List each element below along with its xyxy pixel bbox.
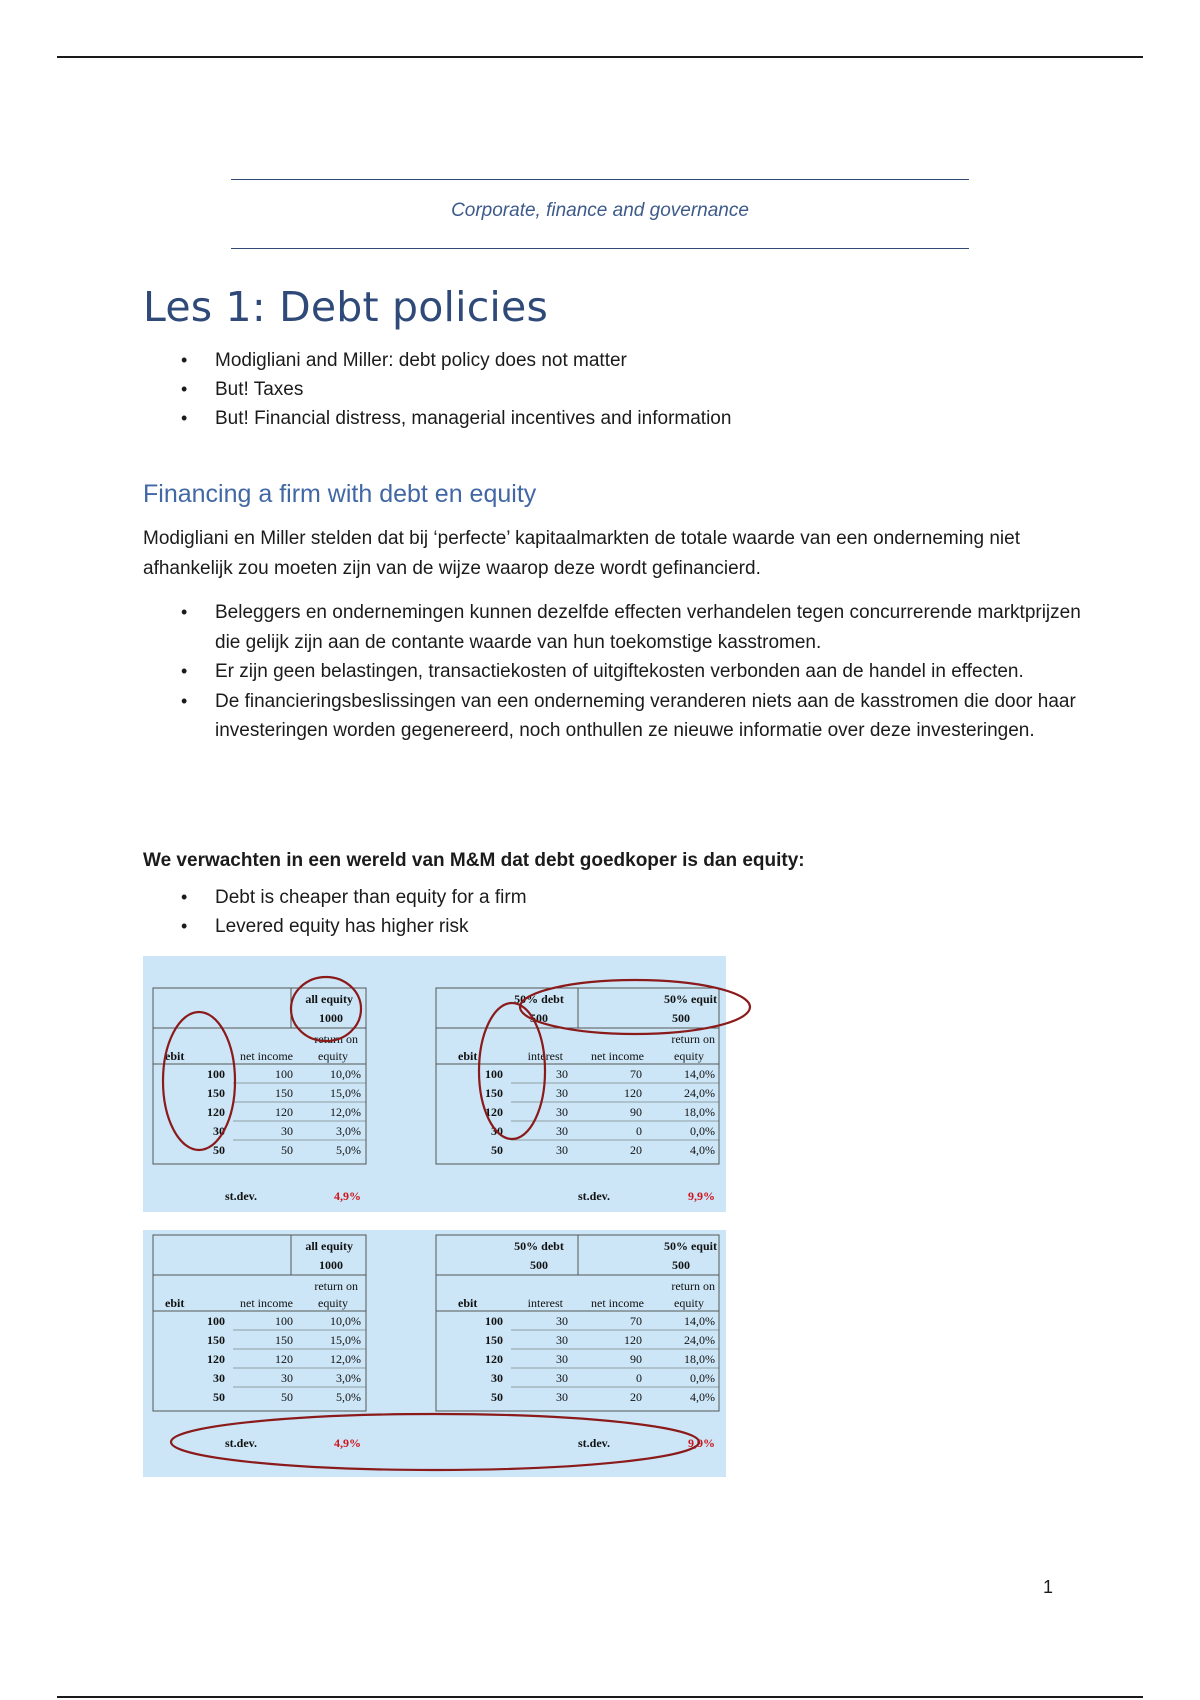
list-item: • But! Financial distress, managerial incentives and information [143, 404, 1123, 433]
all-equity-value: 1000 [319, 1258, 343, 1272]
stdev-label: st.dev. [578, 1436, 611, 1450]
stdev-value: 9,9% [688, 1436, 715, 1450]
net-income-cell: 30 [281, 1124, 293, 1138]
net-income-cell: 100 [275, 1314, 293, 1328]
stdev-label: st.dev. [225, 1436, 258, 1450]
interest-cell: 30 [556, 1124, 568, 1138]
expectation-heading: We verwachten in een wereld van M&M dat debt goedkoper is dan equity: [143, 850, 805, 871]
return-label: return on [671, 1032, 715, 1046]
list-item: • Er zijn geen belastingen, transactiekosten of uitgiftekosten verbonden aan de handel in effecten. [143, 657, 1083, 687]
ebit-cell: 120 [207, 1105, 225, 1119]
expectation-bullet-list [143, 883, 1043, 941]
section-heading: Financing a firm with debt en equity [143, 480, 537, 508]
return-cell: 24,0% [684, 1333, 715, 1347]
return-cell: 15,0% [330, 1333, 361, 1347]
net-income-cell: 150 [275, 1333, 293, 1347]
stdev-label: st.dev. [225, 1189, 258, 1203]
interest-cell: 30 [556, 1390, 568, 1404]
return-label: equity [318, 1296, 348, 1310]
net-income-cell: 50 [281, 1390, 293, 1404]
return-cell: 0,0% [690, 1124, 715, 1138]
net-income-cell: 20 [630, 1143, 642, 1157]
net-income-cell: 0 [636, 1124, 642, 1138]
equity-value: 500 [672, 1011, 690, 1025]
net-income-cell: 70 [630, 1314, 642, 1328]
list-item: • Beleggers en ondernemingen kunnen dezelfde effecten verhandelen tegen concurrerende marktprijzen die gelijk zijn aan de contante waarde van hun toekomstige kasstromen. [143, 598, 1083, 657]
interest-cell: 30 [556, 1067, 568, 1081]
return-label: equity [318, 1049, 348, 1063]
interest-cell: 30 [556, 1105, 568, 1119]
table-figure-svg [143, 956, 726, 1212]
equity-label: 50% equit [663, 1239, 717, 1253]
list-item: • De financieringsbeslissingen van een onderneming veranderen niets aan de kasstromen die door haar investeringen worden gegenereerd, noch onthullen ze nieuwe informatie over deze investeringen. [143, 687, 1083, 746]
table-figure-circled-stdev [143, 1230, 726, 1477]
ebit-cell: 150 [485, 1086, 503, 1100]
ebit-column-header: ebit [165, 1049, 185, 1063]
return-label: equity [674, 1296, 704, 1310]
return-label: equity [674, 1049, 704, 1063]
ebit-cell: 100 [207, 1314, 225, 1328]
top-rule [57, 56, 1143, 58]
net-income-column-header: net income [240, 1296, 293, 1310]
intro-bullet-list [143, 346, 1123, 433]
all-equity-label: all equity [305, 1239, 353, 1253]
return-cell: 4,0% [690, 1390, 715, 1404]
list-item: • Levered equity has higher risk [143, 912, 1043, 941]
return-cell: 5,0% [336, 1143, 361, 1157]
net-income-cell: 120 [624, 1086, 642, 1100]
net-income-cell: 120 [275, 1352, 293, 1366]
return-cell: 4,0% [690, 1143, 715, 1157]
section-paragraph: Modigliani en Miller stelden dat bij ‘perfecte’ kapitaalmarkten de totale waarde van een onderneming niet afhankelijk zou moeten zijn van de wijze waarop deze wordt gefinancierd. [143, 528, 1020, 579]
equity-value: 500 [672, 1258, 690, 1272]
debt-label: 50% debt [514, 992, 564, 1006]
interest-cell: 30 [556, 1314, 568, 1328]
return-cell: 10,0% [330, 1067, 361, 1081]
net-income-column-header: net income [240, 1049, 293, 1063]
all-equity-value: 1000 [319, 1011, 343, 1025]
net-income-cell: 70 [630, 1067, 642, 1081]
ebit-column-header: ebit [165, 1296, 185, 1310]
return-cell: 12,0% [330, 1105, 361, 1119]
ebit-cell: 120 [485, 1352, 503, 1366]
ebit-cell: 100 [485, 1067, 503, 1081]
return-label: return on [314, 1279, 358, 1293]
net-income-cell: 0 [636, 1371, 642, 1385]
stdev-value: 4,9% [334, 1436, 361, 1450]
return-cell: 3,0% [336, 1124, 361, 1138]
table-figure-circled-columns [143, 956, 726, 1212]
interest-cell: 30 [556, 1333, 568, 1347]
return-cell: 15,0% [330, 1086, 361, 1100]
net-income-cell: 30 [281, 1371, 293, 1385]
page-number: 1 [1043, 1577, 1054, 1597]
net-income-cell: 90 [630, 1105, 642, 1119]
ebit-cell: 50 [213, 1390, 225, 1404]
ebit-cell: 30 [491, 1124, 503, 1138]
interest-cell: 30 [556, 1143, 568, 1157]
return-cell: 18,0% [684, 1352, 715, 1366]
page-title: Les 1: Debt policies [143, 283, 549, 331]
net-income-cell: 50 [281, 1143, 293, 1157]
debt-value: 500 [530, 1258, 548, 1272]
stdev-value: 9,9% [688, 1189, 715, 1203]
ebit-cell: 100 [485, 1314, 503, 1328]
stdev-value: 4,9% [334, 1189, 361, 1203]
header-rule-bottom [231, 248, 969, 249]
ebit-cell: 100 [207, 1067, 225, 1081]
list-item: • Modigliani and Miller: debt policy does not matter [143, 346, 1123, 375]
all-equity-label: all equity [305, 992, 353, 1006]
return-cell: 18,0% [684, 1105, 715, 1119]
return-cell: 12,0% [330, 1352, 361, 1366]
ebit-cell: 30 [213, 1124, 225, 1138]
ebit-column-header: ebit [458, 1296, 478, 1310]
net-income-cell: 150 [275, 1086, 293, 1100]
ebit-cell: 50 [491, 1390, 503, 1404]
ebit-cell: 50 [213, 1143, 225, 1157]
return-label: return on [314, 1032, 358, 1046]
interest-column-header: interest [527, 1049, 563, 1063]
stdev-label: st.dev. [578, 1189, 611, 1203]
net-income-cell: 120 [275, 1105, 293, 1119]
return-cell: 3,0% [336, 1371, 361, 1385]
net-income-cell: 90 [630, 1352, 642, 1366]
net-income-cell: 20 [630, 1390, 642, 1404]
annotation-circle-ebit-column [163, 1012, 235, 1150]
ebit-column-header: ebit [458, 1049, 478, 1063]
ebit-cell: 50 [491, 1143, 503, 1157]
return-cell: 14,0% [684, 1067, 715, 1081]
list-item: • Debt is cheaper than equity for a firm [143, 883, 1043, 912]
net-income-cell: 120 [624, 1333, 642, 1347]
equity-label: 50% equit [663, 992, 717, 1006]
return-cell: 5,0% [336, 1390, 361, 1404]
ebit-cell: 120 [485, 1105, 503, 1119]
debt-label: 50% debt [514, 1239, 564, 1253]
interest-cell: 30 [556, 1371, 568, 1385]
ebit-cell: 150 [207, 1333, 225, 1347]
bottom-rule [57, 1696, 1143, 1698]
ebit-cell: 30 [491, 1371, 503, 1385]
list-item: • But! Taxes [143, 375, 1123, 404]
net-income-column-header: net income [591, 1049, 644, 1063]
interest-column-header: interest [527, 1296, 563, 1310]
net-income-cell: 100 [275, 1067, 293, 1081]
table-figure-svg [143, 1230, 726, 1477]
interest-cell: 30 [556, 1086, 568, 1100]
debt-value: 500 [530, 1011, 548, 1025]
header-title: Corporate, finance and governance [451, 200, 749, 221]
header-rule-top [231, 179, 969, 180]
assumption-bullet-list [143, 598, 1083, 746]
return-cell: 24,0% [684, 1086, 715, 1100]
ebit-cell: 150 [485, 1333, 503, 1347]
return-cell: 10,0% [330, 1314, 361, 1328]
ebit-cell: 150 [207, 1086, 225, 1100]
net-income-column-header: net income [591, 1296, 644, 1310]
ebit-cell: 120 [207, 1352, 225, 1366]
ebit-cell: 30 [213, 1371, 225, 1385]
return-cell: 14,0% [684, 1314, 715, 1328]
return-cell: 0,0% [690, 1371, 715, 1385]
return-label: return on [671, 1279, 715, 1293]
interest-cell: 30 [556, 1352, 568, 1366]
